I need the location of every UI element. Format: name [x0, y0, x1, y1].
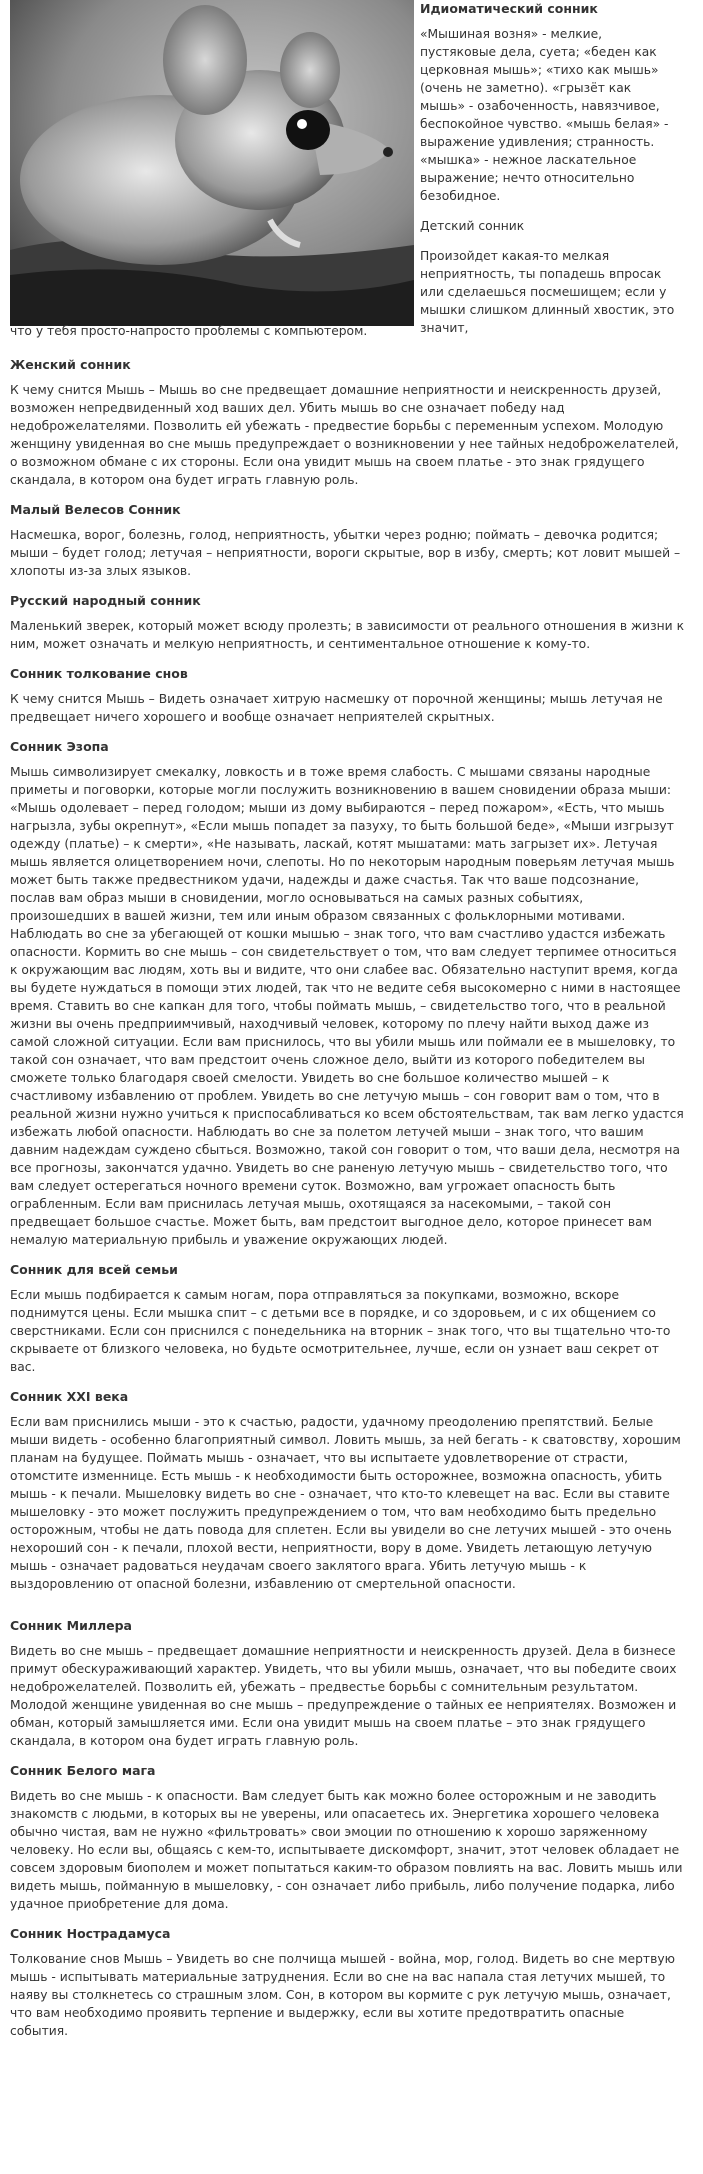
section-text-white: Видеть во сне мышь - к опасности. Вам следует быть как можно более осторожным и не заводить знакомств с людьми, в которых вы не уверены, или опасаетесь их. Энергетика хорошего человека обычно чистая, вам не нужно «фильтровать» свои эмоции по отношению к хорошо заряженному человеку. Но если вы, общаясь с кем-то, испытываете дискомфорт, значит, этот человек обладает не совсем здоровым биополем и может попытаться каким-то образом повлиять на вас. Ловить мышь или видеть мышь, пойманную в мышеловку, - сон означает либо прибыль, либо получение подарка, либо удачное приобретение для дома.: [10, 1789, 683, 1911]
section-title-miller: Сонник Миллера: [10, 1618, 132, 1633]
section-text-veles: Насмешка, ворог, болезнь, голод, неприятность, убытки через родню; поймать – девочка родится; мыши – будет голод; летучая – неприятности, вороги скрытые, вор в избу, смерть; кот ловит мышей – хлопоты из-за злых языков.: [10, 528, 681, 578]
section-title-family: Сонник для всей семьи: [10, 1262, 178, 1277]
section-title-aesop: Сонник Эзопа: [10, 739, 109, 754]
section-text-child-b: что у тебя просто-напросто проблемы с компьютером.: [10, 324, 368, 338]
mouse-photo: [10, 0, 414, 326]
idiom-column: [420, 0, 680, 337]
section-text-xxi: Если вам приснились мыши - это к счастью, радости, удачному преодолению препятствий. Белые мыши видеть - особенно благоприятный символ. Ловить мышь, за ней бегать - к сватовству, хорошим планам на будущее. Поймать мышь - означает, что вы испытаете удовлетворение от страсти, отомстите изменнице. Есть мышь - к необходимости быть осторожнее, возможна опасность, убить мышь - к печали. Мышеловку видеть во сне - означает, что кто-то клевещет на вас. Если вы ставите мышеловку - это может послужить предупреждением о том, что вам необходимо быть предельно осторожным, чтобы не дать повода для сплетен. Если вы увидели во сне летучих мышей - это очень нехороший сон - к печали, плохой вести, неприятности, вору в доме. Увидеть летающую летучую мышь - означает радоваться неудачам своего заклятого врага. Убить летучую мышь - к выздоровлению от опасной болезни, избавлению от смертельной опасности.: [10, 1415, 681, 1591]
spacer: [10, 1605, 686, 1617]
section-title-women: Женский сонник: [10, 357, 131, 372]
section-title-idiom: Идиоматический сонник: [420, 1, 598, 16]
section-title-dream: Сонник толкование снов: [10, 666, 188, 681]
section-text-folk: Маленький зверек, который может всюду пролезть; в зависимости от реального отношения в жизни к ним, может означать и мелкую неприятность, и сентиментальное отношение к кому-то.: [10, 619, 685, 651]
section-title-child: Детский сонник: [420, 219, 525, 233]
main-content: [10, 322, 686, 2052]
section-title-nostra: Сонник Нострадамуса: [10, 1926, 171, 1941]
section-text-dream: К чему снится Мышь – Видеть означает хитрую насмешку от порочной женщины; мышь летучая не предвещает ничего хорошего и вообще означает неприятелей скрытных.: [10, 692, 663, 724]
section-text-women: К чему снится Мышь – Мышь во сне предвещает домашние неприятности и неискренность друзей, возможен непредвиденный ход ваших дел. Убить мышь во сне означает победу над недоброжелателями. Позволить ей убежать - предвестие борьбы с переменным успехом. Молодую женщину увиденная во сне мышь предупреждает о возникновении у нее тайных недоброжелателей, о возможном обмане с их стороны. Если она увидит мышь на своем платье - это знак грядущего скандала, в котором она будет играть главную роль.: [10, 383, 679, 487]
section-title-folk: Русский народный сонник: [10, 593, 201, 608]
section-title-white: Сонник Белого мага: [10, 1763, 156, 1778]
section-title-xxi: Сонник XXI века: [10, 1389, 129, 1404]
section-title-veles: Малый Велесов Сонник: [10, 502, 181, 517]
section-text-idiom: «Мышиная возня» - мелкие, пустяковые дела, суета; «беден как церковная мышь»; «тихо как мышь» (очень не заметно). «грызёт как мышь» - озабоченность, навязчивое, беспокойное чувство. «мышь белая» - выражение удивления; странность. «мышка» - нежное ласкательное выражение; нечто относительно безобидное.: [420, 27, 669, 203]
section-text-aesop: Мышь символизирует смекалку, ловкость и в тоже время слабость. С мышами связаны народные приметы и поговорки, которые могли послужить возникновению в вашем сновидении образа мыши: «Мышь одолевает – перед голодом; мыши из дому выбираются – перед пожаром», «Есть, что мышь нагрызла, зубы окрепнут», «Если мышь попадет за пазуху, то быть большой беде», «Мыши изгрызут одежду (платье) – к смерти», «Не называть, ласкай, котят мышатами: мать загрызет их». Летучая мышь является олицетворением ночи, слепоты. Но по некоторым народным поверьям летучая мышь может быть также предвестником удачи, надежды и даже счастья. Так что ваше подсознание, послав вам образ мыши в сновидении, могло основываться на самых разных событиях, произошедших в вашей жизни, тем или иным образом связанных с фольклорными мотивами. Наблюдать во сне за убегающей от кошки мышью – знак того, что вам счастливо удастся избежать опасности. Кормить во сне мышь – сон свидетельствует о том, что вам следует терпимее относиться к окружающим вас людям, хоть вы и видите, что они слабее вас. Обязательно наступит время, когда вы будете нуждаться в помощи этих людей, так что не ведите себя высокомерно с ними в настоящее время. Ставить во сне капкан для того, чтобы поймать мышь, – свидетельство того, что в реальной жизни вы очень предприимчивый, находчивый человек, которому по плечу найти выход даже из самой сложной ситуации. Если вам приснилось, что вы убили мышь или поймали ее в мышеловку, то такой сон означает, что вам предстоит очень сложное дело, выйти из которого победителем вы сможете только благодаря своей смелости. Увидеть во сне большое количество мышей – к счастливому избавлению от проблем. Увидеть во сне летучую мышь – сон говорит вам о том, что в реальной жизни нужно учиться к приспосабливаться ко всем обстоятельствам, так вам легко удастся избежать любой опасности. Наблюдать во сне за полетом летучей мыши – знак того, что вашим давним надеждам суждено сбыться. Возможно, такой сон говорит о том, что ваши дела, несмотря на все прогнозы, закончатся удачно. Увидеть во сне раненую летучую мышь – свидетельство того, что вам следует остерегаться ночного времени суток. Возможно, вам угрожает опасность быть ограбленным. Если вам приснилась летучая мышь, охотящаяся за насекомыми, – такой сон предвещает большое счастье. Может быть, вам предстоит выгодное дело, которое принесет вам немалую материальную прибыль и уважение окружающих людей.: [10, 765, 684, 1247]
section-text-child-a: Произойдет какая-то мелкая неприятность, ты попадешь впросак или сделаешься посмешищем; если у мышки слишком длинный хвостик, это значит,: [420, 249, 675, 335]
section-text-nostra: Толкование снов Мышь – Увидеть во сне полчища мышей - война, мор, голод. Видеть во сне мертвую мышь - испытывать материальные затруднения. Если во сне на вас напала стая летучих мышей, то наяву вы столкнетесь со страшным злом. Сон, в котором вы кормите с рук летучую мышь, означает, что вам необходимо проявить терпение и выдержку, если вы хотите предотвратить опасные события.: [10, 1952, 675, 2038]
section-text-miller: Видеть во сне мышь – предвещает домашние неприятности и неискренность друзей. Дела в бизнесе примут обескураживающий характер. Увидеть, что вы убили мышь, означает, что вы победите своих недоброжелателей. Позволить ей, убежать – предвестье борьбы с сомнительным результатом. Молодой женщине увиденная во сне мышь – предупреждение о тайных ее неприятелях. Возможен и обман, который замышляется ими. Если она увидит мышь на своем платье – это знак грядущего скандала, в котором она будет играть главную роль.: [10, 1644, 677, 1748]
section-text-family: Если мышь подбирается к самым ногам, пора отправляться за покупками, возможно, вскоре поднимутся цены. Если мышка спит – с детьми все в порядке, и со здоровьем, и с их общением со сверстниками. Если сон приснился с понедельника на вторник – знак того, что вы тщательно что-то скрываете от близкого человека, но будьте осмотрительнее, лучше, если он узнает ваш секрет от вас.: [10, 1288, 671, 1374]
